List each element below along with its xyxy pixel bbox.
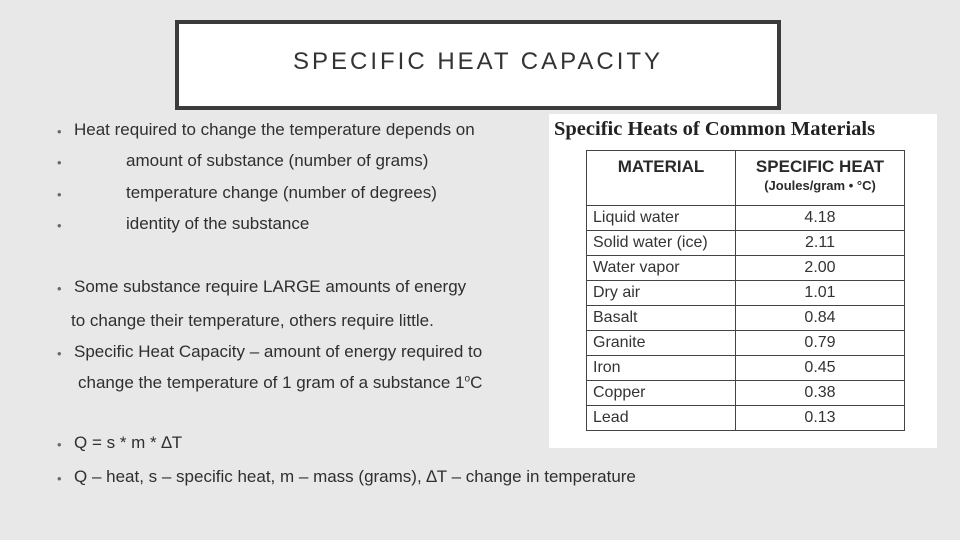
cell-material: Liquid water <box>587 206 736 231</box>
cell-specific-heat: 1.01 <box>736 281 905 306</box>
col-header-specific-heat-label: SPECIFIC HEAT <box>755 157 885 176</box>
bullet-heat-required: Heat required to change the temperature depends on <box>74 120 475 139</box>
table-row <box>587 256 905 281</box>
cell-specific-heat: 4.18 <box>736 206 905 231</box>
col-header-unit: (Joules/gram • °C) <box>764 178 876 193</box>
table-header-row <box>587 151 905 206</box>
table-row <box>587 331 905 356</box>
degree-sup: o <box>464 373 471 385</box>
cell-material: Solid water (ice) <box>587 231 736 256</box>
table-row <box>587 381 905 406</box>
cell-specific-heat: 0.45 <box>736 356 905 381</box>
bullet-dot: • <box>57 471 62 486</box>
table-row <box>587 281 905 306</box>
cell-material: Water vapor <box>587 256 736 281</box>
cell-specific-heat: 0.38 <box>736 381 905 406</box>
bullet-specific-heat-def-2 <box>78 373 482 393</box>
table-row <box>587 206 905 231</box>
title-box <box>175 20 781 110</box>
cell-material: Granite <box>587 331 736 356</box>
slide-title: SPECIFIC HEAT CAPACITY <box>292 48 664 75</box>
cell-material: Dry air <box>587 281 736 306</box>
bullet-dot: • <box>57 346 62 361</box>
bullet-amount: amount of substance (number of grams) <box>126 151 429 170</box>
cell-specific-heat: 0.13 <box>736 406 905 431</box>
bullet-dot: • <box>57 218 62 233</box>
bullet-identity: identity of the substance <box>126 214 310 233</box>
table-row <box>587 356 905 381</box>
bullet-temp-change: temperature change (number of degrees) <box>126 183 437 202</box>
bullet-dot: • <box>57 437 62 452</box>
bullet-dot: • <box>57 155 62 170</box>
table-row <box>587 406 905 431</box>
bullet-specific-heat-def-1: Specific Heat Capacity – amount of energy required to <box>74 342 483 361</box>
cell-material: Lead <box>587 406 736 431</box>
cell-specific-heat: 2.00 <box>736 256 905 281</box>
table-row <box>587 231 905 256</box>
col-header-specific-heat <box>736 151 905 206</box>
bullet-dot: • <box>57 124 62 139</box>
bullet-formula-legend: Q – heat, s – specific heat, m – mass (grams), ∆T – change in temperature <box>74 467 636 486</box>
def-unit: C <box>470 373 483 392</box>
def-text: change the temperature of 1 gram of a substance 1 <box>78 373 465 392</box>
bullet-formula: Q = s * m * ∆T <box>74 433 183 452</box>
col-header-material: MATERIAL <box>587 151 736 206</box>
cell-specific-heat: 0.79 <box>736 331 905 356</box>
cell-material: Copper <box>587 381 736 406</box>
bullet-dot: • <box>57 281 62 296</box>
bullet-large-energy-1: Some substance require LARGE amounts of energy <box>74 277 467 296</box>
specific-heats-table <box>586 150 905 431</box>
table-row <box>587 306 905 331</box>
bullet-dot: • <box>57 187 62 202</box>
cell-material: Basalt <box>587 306 736 331</box>
cell-specific-heat: 0.84 <box>736 306 905 331</box>
specific-heats-figure <box>549 114 937 448</box>
bullet-large-energy-2: to change their temperature, others require little. <box>71 311 434 330</box>
cell-specific-heat: 2.11 <box>736 231 905 256</box>
table-title: Specific Heats of Common Materials <box>554 118 876 140</box>
cell-material: Iron <box>587 356 736 381</box>
